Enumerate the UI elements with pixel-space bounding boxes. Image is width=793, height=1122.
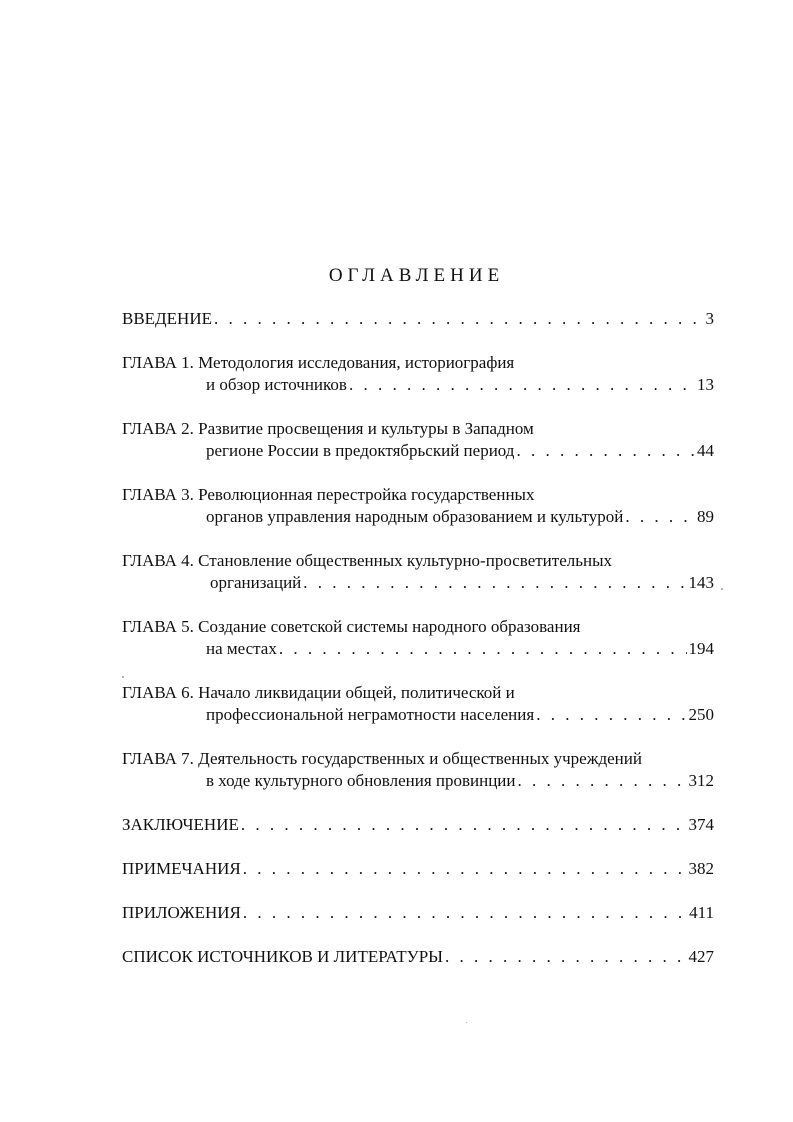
toc-entry-title: ВВЕДЕНИЕ xyxy=(122,309,212,328)
leader-dots xyxy=(214,308,704,330)
leader-dots xyxy=(279,638,687,660)
leader-dots xyxy=(349,374,695,396)
toc-entry-chapter-7[interactable] xyxy=(122,748,714,792)
toc-page-number: 411 xyxy=(689,903,714,922)
leader-dots xyxy=(445,946,687,968)
leader-dots xyxy=(303,572,686,594)
toc-page-number: 89 xyxy=(697,507,714,526)
toc-entry-title: ЗАКЛЮЧЕНИЕ xyxy=(122,815,239,834)
toc-entry-title: ПРИЛОЖЕНИЯ xyxy=(122,903,241,922)
toc-entry-title-continued: организаций xyxy=(210,573,302,592)
toc-page-number: 312 xyxy=(688,771,714,790)
toc-page-number: 194 xyxy=(688,639,714,658)
toc-entry-title: ГЛАВА 2. Развитие просвещения и культуры в Западном xyxy=(122,419,534,438)
toc-entry-chapter-6[interactable] xyxy=(122,682,714,726)
table-of-contents xyxy=(122,308,714,990)
leader-dots xyxy=(625,506,695,528)
toc-entry-title: ПРИМЕЧАНИЯ xyxy=(122,859,241,878)
toc-entry-title: ГЛАВА 5. Создание советской системы народного образования xyxy=(122,617,581,636)
scan-speck xyxy=(122,676,124,678)
toc-page-number: 143 xyxy=(688,573,714,592)
toc-entry-chapter-3[interactable] xyxy=(122,484,714,528)
leader-dots xyxy=(516,440,695,462)
toc-entry-title-continued: регионе России в предоктябрьский период xyxy=(206,441,515,460)
scan-speck xyxy=(721,588,723,590)
leader-dots xyxy=(536,704,686,726)
toc-page-number: 382 xyxy=(688,859,714,878)
toc-entry-title-continued: на местах xyxy=(206,639,277,658)
toc-entry-chapter-4[interactable] xyxy=(122,550,714,594)
toc-entry-title: ГЛАВА 4. Становление общественных культурно-просветительных xyxy=(122,551,613,570)
toc-entry-conclusion[interactable] xyxy=(122,814,714,836)
toc-page-number: 250 xyxy=(688,705,714,724)
toc-entry-title: ГЛАВА 3. Революционная перестройка государственных xyxy=(122,485,535,504)
toc-entry-title-continued: органов управления народным образованием и культурой xyxy=(206,507,624,526)
toc-heading: ОГЛАВЛЕНИЕ xyxy=(328,265,505,286)
toc-entry-title-continued: и обзор источников xyxy=(206,375,347,394)
toc-page-number: 374 xyxy=(688,815,714,834)
leader-dots xyxy=(243,858,687,880)
leader-dots xyxy=(518,770,687,792)
leader-dots xyxy=(243,902,687,924)
toc-entry-bibliography[interactable] xyxy=(122,946,714,968)
toc-entry-notes[interactable] xyxy=(122,858,714,880)
toc-entry-appendices[interactable] xyxy=(122,902,714,924)
toc-page-number: 13 xyxy=(697,375,714,394)
toc-entry-title-continued: профессиональной неграмотности населения xyxy=(206,705,535,724)
toc-entry-introduction[interactable] xyxy=(122,308,714,330)
toc-entry-title: ГЛАВА 1. Методология исследования, историография xyxy=(122,353,515,372)
toc-entry-chapter-1[interactable] xyxy=(122,352,714,396)
toc-entry-title: СПИСОК ИСТОЧНИКОВ И ЛИТЕРАТУРЫ xyxy=(122,947,443,966)
toc-entry-title: ГЛАВА 6. Начало ликвидации общей, политической и xyxy=(122,683,515,702)
toc-entry-chapter-5[interactable] xyxy=(122,616,714,660)
leader-dots xyxy=(241,814,687,836)
toc-entry-title: ГЛАВА 7. Деятельность государственных и общественных учреждений xyxy=(122,749,642,768)
toc-page-number: 3 xyxy=(705,309,714,328)
toc-page-number: 44 xyxy=(697,441,714,460)
toc-entry-chapter-2[interactable] xyxy=(122,418,714,462)
toc-page-number: 427 xyxy=(688,947,714,966)
scan-speck xyxy=(466,1022,467,1023)
toc-entry-title-continued: в ходе культурного обновления провинции xyxy=(206,771,516,790)
